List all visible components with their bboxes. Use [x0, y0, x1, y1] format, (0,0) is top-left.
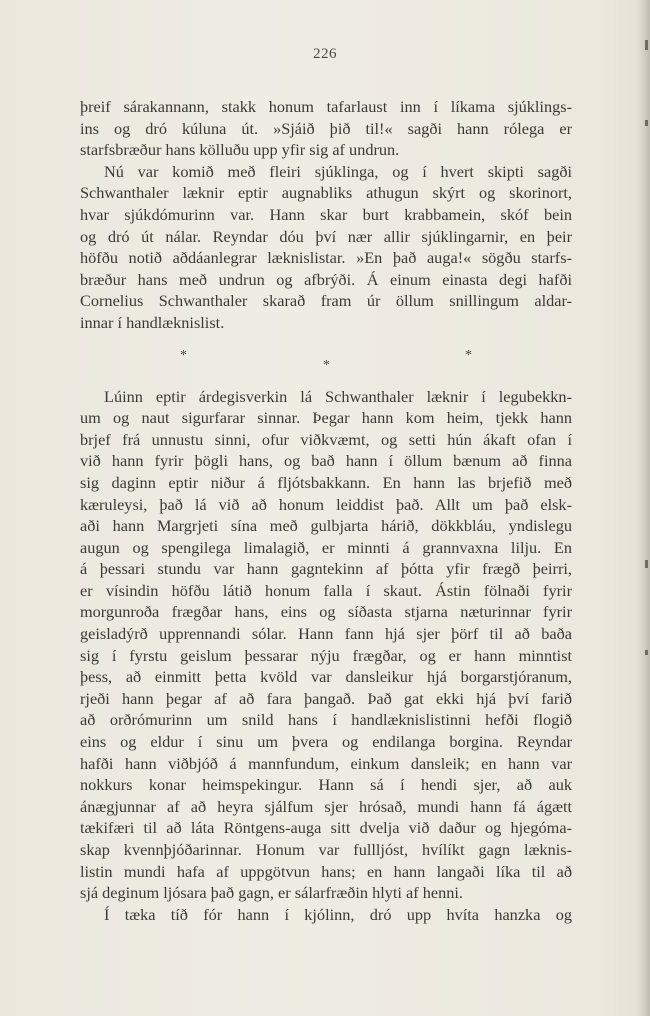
text-line: er vísindin höfðu látið honum falla í skaut. Ástin fölnaði fyrir [80, 580, 572, 600]
text-line: þreif sárakannann, stakk honum tafarlaust inn í líkama sjúklings- [80, 97, 572, 116]
text-line: tækifæri til að láta Röntgens-auga sitt dvelja við daður og hjegóma- [80, 818, 572, 838]
text-line: morgunroða frægðar hans, eins og síðasta stjarna næturinnar fyrir [80, 602, 572, 622]
text-line: augun og spengilega limalagið, er minnti á grannvaxna lilju. En [80, 537, 572, 557]
text-line: geisladýrð upprennandi sólar. Hann fann hjá sjer þörf til að baða [80, 624, 572, 644]
text-line: eins og eldur í sinu um þvera og endilanga borgina. Reyndar [80, 732, 572, 752]
text-line: höfðu notið aðdáanlegrar læknislistar. »En það auga!« sögðu starfs- [80, 248, 572, 268]
text-line: Nú var komið með fleiri sjúklinga, og í hvert skipti sagði [104, 161, 572, 181]
text-line: sjá deginum ljósara það gagn, er sálarfræðin hlyti af henni. [80, 883, 463, 903]
text-line: hafði hann viðbjóð á mannfundum, einkum dansleik; en hann var [80, 753, 572, 773]
text-line: og dró út nálar. Reyndar dóu því nær allir sjúklingarnir, en þeir [80, 226, 572, 246]
text-line: um og naut sigurfarar sinnar. Þegar hann kom heim, tjekk hann [80, 408, 572, 428]
section-separator [80, 348, 572, 384]
text-line: kæruleysi, það lá við að honum leiddist það. Allt um það elsk- [80, 494, 572, 514]
text-line: á þessari stundu var hann gagntekinn af þótta yfir frægð þeirri, [80, 559, 572, 579]
text-line: Lúinn eptir árdegisverkin lá Schwanthaler læknir í legubekkn- [104, 386, 572, 406]
text-line: aði hann Margrjeti sína með gulbjarta hárið, dökkbláu, yndislegu [80, 516, 572, 536]
text-line: Schwanthaler læknir eptir augnabliks athugun skýrt og skorinort, [80, 183, 572, 203]
page-number: 226 [313, 46, 337, 62]
body-text [80, 96, 572, 925]
page-edge-mark [645, 560, 648, 568]
text-line: starfsbræður hans kölluðu upp yfir sig af undrun. [80, 140, 400, 160]
text-line: innar í handlæknislist. [80, 312, 225, 332]
separator-star: * [465, 347, 472, 363]
text-line: Cornelius Schwanthaler skarað fram úr öllum snillingum aldar- [80, 291, 572, 311]
page-edge-mark [645, 650, 648, 655]
paragraph-3 [80, 386, 572, 904]
separator-star: * [180, 347, 187, 363]
text-line: skap kvennþjóðarinnar. Honum var fullljóst, hvílíkt gagn læknis- [80, 840, 572, 859]
text-line: bræður hans með undrun og afbrýði. Á einum einasta degi hafði [80, 269, 572, 289]
text-line: sig í fyrstu geislum þessarar nýju frægðar, og er hann minntist [80, 645, 572, 665]
paragraph-1 [80, 96, 572, 161]
page-edge-mark [645, 120, 648, 126]
text-line: að orðrómurinn um snild hans í handlæknislistinni hefði flogið [80, 710, 572, 730]
text-line: sig daginn eptir niður á fljótsbakkann. En hann las brjefið með [80, 472, 572, 492]
text-line: rjeði hann þegar af að fara þangað. Það gat ekki hjá því farið [80, 688, 572, 708]
text-line: brjef frá unnustu sinni, ofur viðkvæmt, og setti hún ákaft ofan í [80, 429, 572, 449]
text-line: við hann fyrir þögli hans, og bað hann í öllum bænum að finna [80, 451, 572, 471]
separator-star: * [323, 357, 330, 373]
paragraph-4 [80, 904, 572, 926]
text-line: Í tæka tíð fór hann í kjólinn, dró upp hvíta hanzka og [104, 904, 572, 924]
text-line: nokkurs konar heimspekingur. Hann sá í hendi sjer, að auk [80, 775, 572, 795]
text-line: listin mundi hafa af uppgötvun hans; en hann langaði líka til að [80, 861, 572, 881]
page-edge-shadow [636, 0, 650, 1016]
text-line: ánægjunnar af að heyra sjálfum sjer hrósað, mundi hann fá ágætt [80, 796, 572, 816]
paragraph-2 [80, 161, 572, 334]
text-line: ins og dró kúluna út. »Sjáið þið til!« sagði hann rólega er [80, 118, 572, 138]
text-line: hvar sjúkdómurinn var. Hann skar burt krabbamein, skóf bein [80, 204, 572, 224]
text-line: þess, að einmitt þetta kvöld var dansleikur hjá borgarstjóranum, [80, 667, 572, 687]
